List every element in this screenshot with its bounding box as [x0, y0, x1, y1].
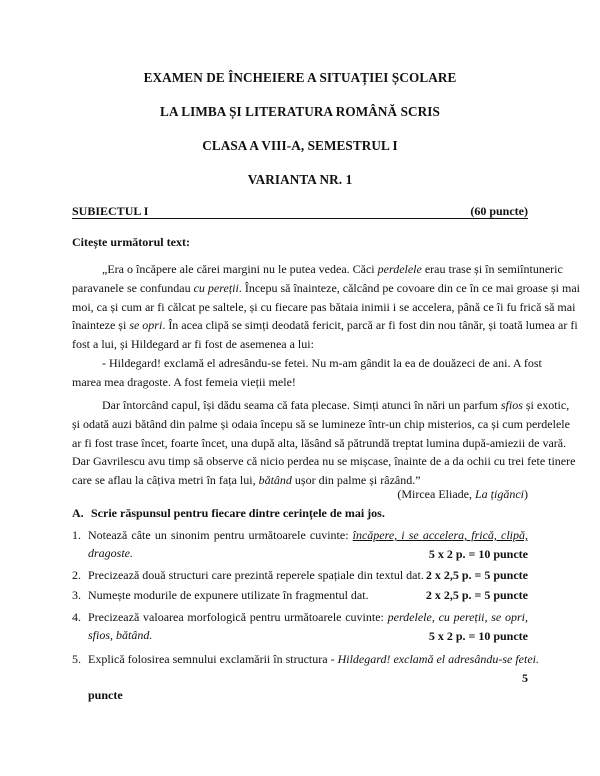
italic-word: sfios — [500, 398, 523, 412]
text-run: înainteze și — [72, 318, 130, 333]
requirement-number: 1. — [72, 528, 81, 542]
text-citation — [397, 487, 528, 502]
requirement-words-cont: sfios, bătând. — [88, 628, 153, 642]
requirement-text: Numește modurile de expunere utilizate în fragmentul dat. — [88, 588, 369, 602]
text-line — [72, 260, 563, 279]
section-a-label: A. — [72, 506, 84, 520]
exam-variant: VARIANTA NR. 1 — [247, 172, 353, 187]
requirement-4 — [72, 608, 528, 648]
text-run: fost a lui, și Hildegard ar fi fost de asemenea a lui: — [72, 337, 314, 352]
text-line — [72, 452, 576, 471]
requirement-number: 2. — [72, 568, 81, 582]
text-run: ușor din palme și râzând.” — [291, 473, 421, 488]
text-paragraph-3 — [72, 396, 576, 490]
text-run: și odată auzi bătând din palme și odaia începu să se lumineze într-un chip misterios, ca și cum perdelele — [72, 416, 570, 431]
text-run: „Era o încăpere ale cărei margini nu le putea vedea. Căci — [102, 262, 378, 276]
italic-word: bătând — [258, 473, 292, 488]
text-run: . În acea clipă se simți deodată fericit, parcă ar fi fost din nou tânăr, și toată lumea ar fi — [162, 318, 578, 333]
text-run: - Hildegard! exclamă el adresându-se fetei. Nu m-am gândit la ea de douăzeci de ani. A fost — [102, 356, 542, 370]
requirement-text: Notează câte un sinonim pentru următoarele cuvinte: — [88, 528, 353, 542]
text-line — [72, 415, 570, 434]
citation-author: (Mircea Eliade, — [397, 487, 475, 501]
text-run: . Începu să înainteze, călcând pe covoare din ce în ce mai groase și mai — [238, 280, 581, 295]
requirement-points: 2 x 2,5 p. = 5 puncte — [425, 568, 528, 582]
requirement-points: 5 x 2 p. = 10 puncte — [428, 629, 528, 643]
exam-title-line-2: LA LIMBA ȘI LITERATURA ROMÂNĂ SCRIS — [160, 104, 440, 119]
requirement-5 — [72, 650, 539, 710]
reading-instruction: Citește următorul text: — [72, 235, 190, 249]
subject-points: (60 puncte) — [470, 204, 528, 218]
requirement-points-number: 5 — [522, 671, 528, 685]
citation-close: ) — [524, 487, 528, 501]
requirement-words: Hildegard! exclamă el adresându-se fetei. — [337, 652, 539, 666]
requirement-1 — [72, 526, 528, 566]
section-a-text: Scrie răspunsul pentru fiecare dintre cerințele de mai jos. — [91, 506, 385, 520]
subject-heading-row — [72, 204, 528, 219]
requirement-2 — [72, 566, 528, 586]
text-line — [72, 316, 578, 335]
section-a-heading — [72, 506, 385, 521]
requirement-words: încăpere, i se accelera, frică, clipă, — [352, 528, 528, 542]
requirement-words-cont: dragoste. — [88, 546, 133, 560]
text-line — [72, 279, 581, 298]
text-paragraph-2 — [72, 354, 542, 392]
requirement-points: 5 x 2 p. = 10 puncte — [428, 547, 528, 561]
requirement-number: 5. — [72, 652, 81, 666]
requirement-number: 3. — [72, 588, 81, 602]
requirement-number: 4. — [72, 610, 81, 624]
text-run: Dar Gavrilescu avu timp să observe că nicio perdea nu se mișcase, înainte de a da ochii cu trei fete tinere — [72, 454, 576, 469]
text-run: și exotic, — [522, 398, 570, 412]
text-paragraph-1 — [72, 260, 581, 354]
exam-title-line-3: CLASA A VIII-A, SEMESTRUL I — [202, 138, 398, 153]
text-line — [72, 335, 528, 354]
italic-word: se opri — [129, 318, 163, 333]
subject-label: SUBIECTUL I — [72, 204, 149, 218]
text-run: erau trase și în semiîntuneric — [421, 262, 563, 276]
citation-work: La țigănci — [474, 487, 524, 501]
requirement-points: 2 x 2,5 p. = 5 puncte — [425, 588, 528, 602]
text-line — [72, 396, 570, 415]
text-run: care se aflau la câțiva metri în fața lui, — [72, 473, 259, 488]
italic-word: cu pereții — [193, 280, 239, 295]
italic-word: perdelele — [377, 262, 422, 276]
text-line — [72, 434, 567, 453]
requirement-3 — [72, 586, 528, 606]
text-line — [72, 373, 528, 392]
requirement-text: Explică folosirea semnului exclamării în structura - — [88, 652, 338, 666]
text-run: paravanele se confundau — [72, 280, 194, 295]
text-run: moi, ca și cum ar fi călcat pe saltele, și cu fiecare pas bătaia inimii i se accelera, până ce îi fu frică să mai — [72, 299, 576, 314]
text-run: Dar întorcând capul, își dădu seama că fata plecase. Simți atunci în nări un parfum — [102, 398, 501, 412]
requirement-text: Precizează valoarea morfologică pentru următoarele cuvinte: — [88, 610, 388, 624]
text-line — [72, 354, 542, 373]
text-line — [72, 298, 576, 317]
requirement-words: perdelele, cu pereții, se opri, — [387, 610, 528, 624]
exam-title-line-1: EXAMEN DE ÎNCHEIERE A SITUAȚIEI ȘCOLARE — [143, 70, 457, 85]
text-run: marea mea dragoste. A fost femeia vieții mele! — [72, 374, 296, 389]
requirement-text: Precizează două structuri care prezintă reperele spațiale din textul dat. — [88, 568, 424, 582]
requirement-5-points-word: puncte — [88, 688, 123, 702]
text-run: ar fi fost trase încet, foarte încet, una după alta, lăsând să pătrundă treptat lumina după-amiezii de vară. — [72, 435, 567, 450]
